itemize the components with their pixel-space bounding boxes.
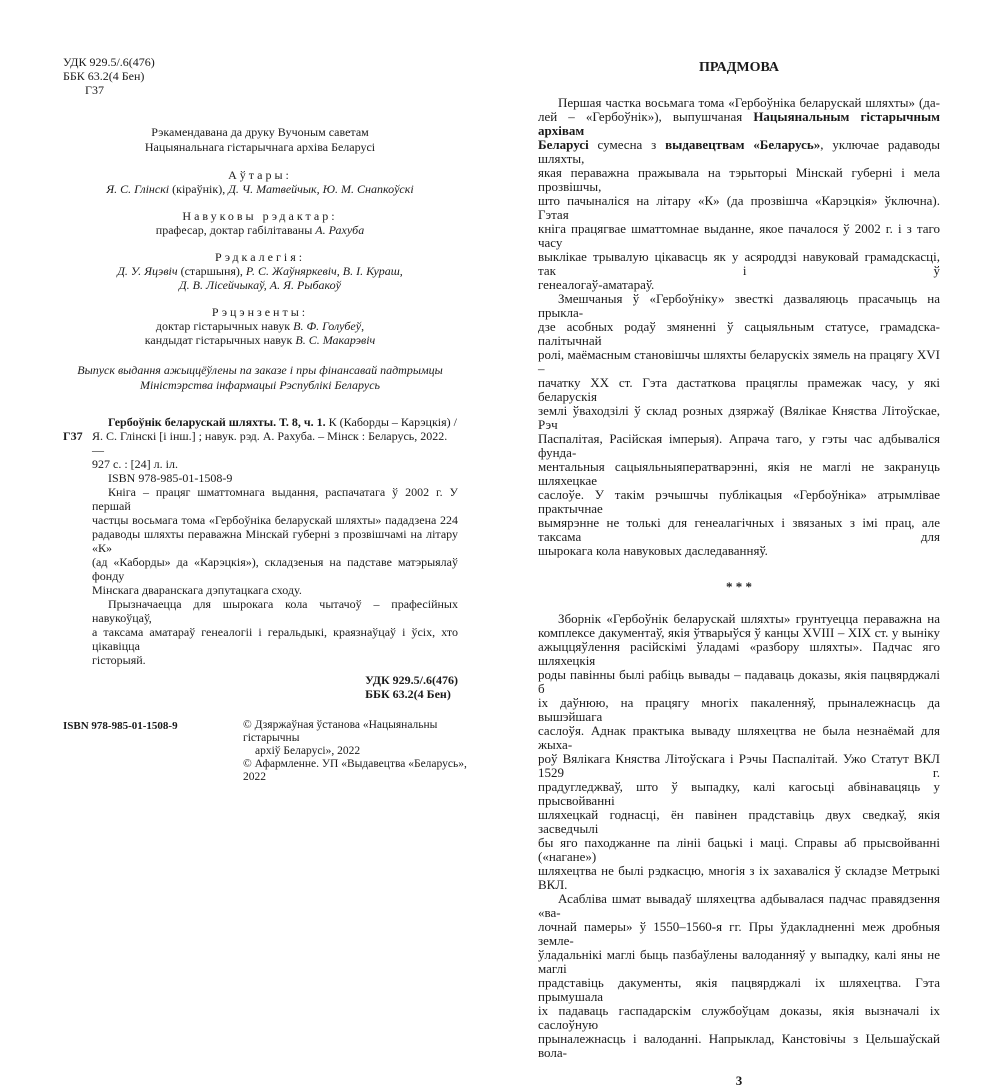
udk-bold: УДК 929.5/.6(476) <box>365 673 458 687</box>
text-line: ISBN 978-985-01-1508-9 <box>108 471 233 485</box>
paragraph <box>538 96 940 292</box>
text-line <box>40 333 480 347</box>
text-segment: (старшыня), <box>177 264 246 278</box>
bbk-code: ББК 63.2(4 Бен) <box>63 69 145 83</box>
text-line <box>40 182 480 196</box>
imprint-row <box>40 719 480 784</box>
page-number: 3 <box>735 1073 743 1088</box>
text-line <box>40 319 480 333</box>
copyright <box>243 719 480 784</box>
section-separator: * * * <box>726 579 752 594</box>
board-label: Рэдкалегія: <box>214 250 306 264</box>
text-line: бы яго паходжанне па лініі бацькі і маці. Справы аб прысвойванні («нагане») <box>538 835 940 864</box>
text-line: дзе асобных родаў змяненні ў сацыяльным статусе, грамадска-палітычнай <box>538 319 940 348</box>
text-line: Асабліва шмат вывадаў шляхецтва адбывалася падчас правядзення «ва- <box>538 891 940 920</box>
text-line: ажыццяўлення расійскімі ўладамі «разбору шляхты». Падчас яго шляхецкія <box>538 639 940 668</box>
annotation-paragraph <box>92 485 458 597</box>
text-line <box>538 110 940 138</box>
text-segment: , <box>361 319 365 333</box>
recommendation-line: Рэкамендавана да друку Вучоным саветам <box>151 125 369 139</box>
text-line: іх падаваць гаспадарскім службоўцам доказы, якія вызначалі іх саслоўную <box>538 1003 940 1032</box>
text-line: саслоўя. Аднак практыка вываду шляхецтва не была незнаёмай для жыха- <box>538 723 940 752</box>
text-line: якая пераважна пражывала на тэрыторыі Мінскай губерні і мела прозвішчы, <box>538 165 940 194</box>
text-segment: кандыдат гістарычных навук <box>144 333 296 347</box>
recommendation <box>40 125 480 155</box>
text-line: ўладальнікі маглі быць пазбаўлены валоданняў у выпадку, калі яны не маглі <box>538 947 940 976</box>
text-line: а таксама аматараў генеалогіі і геральдыкі, краязнаўцаў і ўсіх, хто цікавіцца <box>92 625 458 653</box>
funding-note <box>40 363 480 393</box>
text-line: (ад «Каборды» да «Карэцкія»), складзеныя на падставе матэрыялаў фонду <box>92 555 458 583</box>
italic-text: В. С. Макарэвіч <box>295 333 376 347</box>
text-line: Мінскага дваранскага дэпутацкага сходу. <box>92 583 302 597</box>
text-line: ролі, маёмасным становішчы шляхты беларускіх зямель на працягу XVI – <box>538 347 940 376</box>
paragraph <box>538 292 940 558</box>
udk-bbk-bold-wrap <box>92 673 458 701</box>
text-segment: , уключае радаводы шляхты, <box>538 137 940 166</box>
bibliographic-body <box>92 415 458 701</box>
text-line <box>40 264 480 278</box>
text-line: пачатку XX ст. Гэта дастаткова працяглы прамежак часу, у які беларускія <box>538 375 940 404</box>
paragraph <box>538 892 940 1060</box>
author-mark: Г37 <box>85 83 104 97</box>
text-line: іх даўнюю, на працягу многіх пакаленняў, прыналежнасць да вышэйшага <box>538 695 940 724</box>
text-line: саслоўе. У такім рэчышчы публікацыя «Гербоўніка» атрымлівае практычнае <box>538 487 940 516</box>
italic-text: А. Рахуба <box>315 223 365 237</box>
text-line: Зборнік «Гербоўнік беларускай шляхты» грунтуецца пераважна на <box>558 611 940 626</box>
bold-text: Гербоўнік беларускай шляхты. Т. 8, ч. 1. <box>108 415 326 429</box>
preface-body-bottom <box>538 612 940 1060</box>
bold-text: Беларусі <box>538 137 589 152</box>
funding-line: Выпуск выдання ажыццёўлены па заказе і пры фінансавай падтрымцы <box>77 363 443 377</box>
authors-section <box>40 168 480 196</box>
udk-bbk-bold <box>365 673 458 701</box>
text-segment: сумесна з <box>588 137 666 152</box>
text-segment: К (Каборды – Карэцкія) / <box>325 415 457 429</box>
text-line: радаводы шляхты пераважна Мінскай губерні з прозвішчамі на літару «К» <box>92 527 458 555</box>
preface-body-top <box>538 96 940 558</box>
editor-names <box>40 223 480 237</box>
italic-text: Д. Ч. Матвейчык, Ю. М. Снапкоўскі <box>228 182 414 196</box>
bbk-bold: ББК 63.2(4 Бен) <box>365 687 451 701</box>
text-line: шляхецтва не былі рэдкасцю, многія з іх захаваліся ў складзе Метрыкі ВКЛ. <box>538 863 940 892</box>
reviewers-names <box>40 319 480 347</box>
copyright-line: © Дзяржаўная ўстанова «Нацыянальны гістарычны <box>243 719 438 744</box>
board-section <box>40 250 480 292</box>
reviewers-label: Рэцэнзенты: <box>211 305 309 319</box>
text-line: генеалогаў-аматараў. <box>538 277 655 292</box>
text-line: роды павінны былі рабіць вывады – падаваць доказы, якія пацвярджалі б <box>538 667 940 696</box>
authors-label: Аўтары: <box>228 168 292 182</box>
text-segment: доктар гістарычных навук <box>155 319 294 333</box>
italic-text: Я. С. Глінскі <box>106 182 170 196</box>
text-line: Змешчаныя ў «Гербоўніку» звесткі дазваляюць прасачыць на прыкла- <box>538 291 940 320</box>
text-line: гісторыяй. <box>92 653 146 667</box>
recommendation-line: Нацыянальнага гістарычнага архіва Беларусі <box>144 140 376 154</box>
text-line: шырокага кола навуковых даследаванняў. <box>538 543 768 558</box>
page-title: ПРАДМОВА <box>698 60 780 75</box>
editor-label: Навуковы рэдактар: <box>182 209 338 223</box>
text-line <box>40 223 480 237</box>
text-line <box>40 278 480 292</box>
italic-text: В. Ф. Голубеў <box>293 319 362 333</box>
editor-section <box>40 209 480 237</box>
text-segment: лей – «Гербоўнік»), выпушчаная <box>538 109 754 124</box>
copyright-line: архіў Беларусі», 2022 <box>255 745 361 757</box>
bold-text: Нацыянальным гістарычным архівам <box>538 109 940 138</box>
right-page <box>538 60 940 1088</box>
text-line: комплексе дакументаў, якія ўтварыўся ў канцы XVIII – XIX ст. у выніку <box>538 625 940 640</box>
text-line: шляхецкай годнасці, ён павінен прадставіць двух сведкаў, якія засведчылі <box>538 807 940 836</box>
left-page <box>40 55 480 784</box>
text-line <box>92 415 458 429</box>
authors-names <box>40 182 480 196</box>
reviewers-section <box>40 305 480 347</box>
catalog-code: Г37 <box>63 429 83 443</box>
classification-block <box>40 55 480 97</box>
text-line: прыналежнасць і валоданні. Напрыклад, Канстовічы з Цельшаўскай вола- <box>538 1031 940 1060</box>
copyright-line: © Афармленне. УП «Выдавецтва «Беларусь», 2022 <box>243 758 467 783</box>
text-line: выклікае трывалую цікавасць як у асяроддзі навуковай грамадскасці, так і ў <box>538 249 940 278</box>
udk-code: УДК 929.5/.6(476) <box>63 55 155 69</box>
text-segment: прафесар, доктар габілітаваны <box>155 223 316 237</box>
text-line: землі ўваходзілі ў склад розных дзяржаў (Вялікае Княства Літоўскае, Рэч <box>538 403 940 432</box>
paragraph <box>538 612 940 892</box>
text-line: Прызначаецца для шырокага кола чытачоў – прафесійных навукоўцаў, <box>92 597 458 625</box>
text-line: Кніга – працяг шматтомнага выдання, распачатага ў 2002 г. У першай <box>92 485 458 513</box>
text-line: Я. С. Глінскі [і інш.] ; навук. рэд. А. Рахуба. – Мінск : Беларусь, 2022. — <box>92 429 448 457</box>
funding-line: Міністэрства інфармацыі Рэспублікі Беларусь <box>140 378 380 392</box>
board-names <box>40 264 480 292</box>
text-line: кніга працягвае шматтомнае выданне, якое пачалося ў 2002 г. і з таго часу <box>538 221 940 250</box>
italic-text: Р. С. Жаўняркевіч, В. І. Кураш, <box>245 264 403 278</box>
text-segment: (кіраўнік), <box>169 182 229 196</box>
isbn: ISBN 978-985-01-1508-9 <box>63 720 178 732</box>
italic-text: Д. У. Яцэвіч <box>117 264 178 278</box>
annotation-paragraph <box>92 597 458 667</box>
text-line: Першая частка восьмага тома «Гербоўніка беларускай шляхты» (да- <box>558 95 940 110</box>
text-line: Паспалітая, Расійская імперыя). Апрача таго, у гэты час адбываліся фунда- <box>538 431 940 460</box>
text-line: ментальныя сацыяльныяператварэнні, якія не маглі не закрануць шляхецкае <box>538 459 940 488</box>
text-line: вымярэнне не толькі для генеалагічных і звязаных з імі прац, але таксама для <box>538 515 940 544</box>
text-line: роў Вялікага Княства Літоўскага і Рэчы Паспалітай. Ужо Статут ВКЛ 1529 г. <box>538 751 940 780</box>
text-line: прадугледжваў, што ў выпадку, калі кагосьці абвінавацяць у прысвойванні <box>538 779 940 808</box>
text-line: частцы восьмага тома «Гербоўніка беларускай шляхты» пададзена 224 <box>92 513 458 527</box>
text-line: што пачыналіся на літару «К» (да прозвішча «Карэцкія» ўключна). Гэтая <box>538 193 940 222</box>
text-line: 927 с. : [24] л. іл. <box>92 457 178 471</box>
bibliographic-record <box>40 415 480 701</box>
italic-text: Д. В. Лісейчыкаў, А. Я. Рыбакоў <box>178 278 341 292</box>
bold-text: выдавецтвам «Беларусь» <box>665 137 821 152</box>
text-line: прадставіць дакументы, якія пацвярджалі іх шляхецтва. Гэта прымушала <box>538 975 940 1004</box>
text-line <box>538 138 940 166</box>
text-line: лочнай памеры» ў 1550–1560-я гг. Пры ўдакладненні меж дробныя земле- <box>538 919 940 948</box>
bib-lines <box>92 415 458 485</box>
